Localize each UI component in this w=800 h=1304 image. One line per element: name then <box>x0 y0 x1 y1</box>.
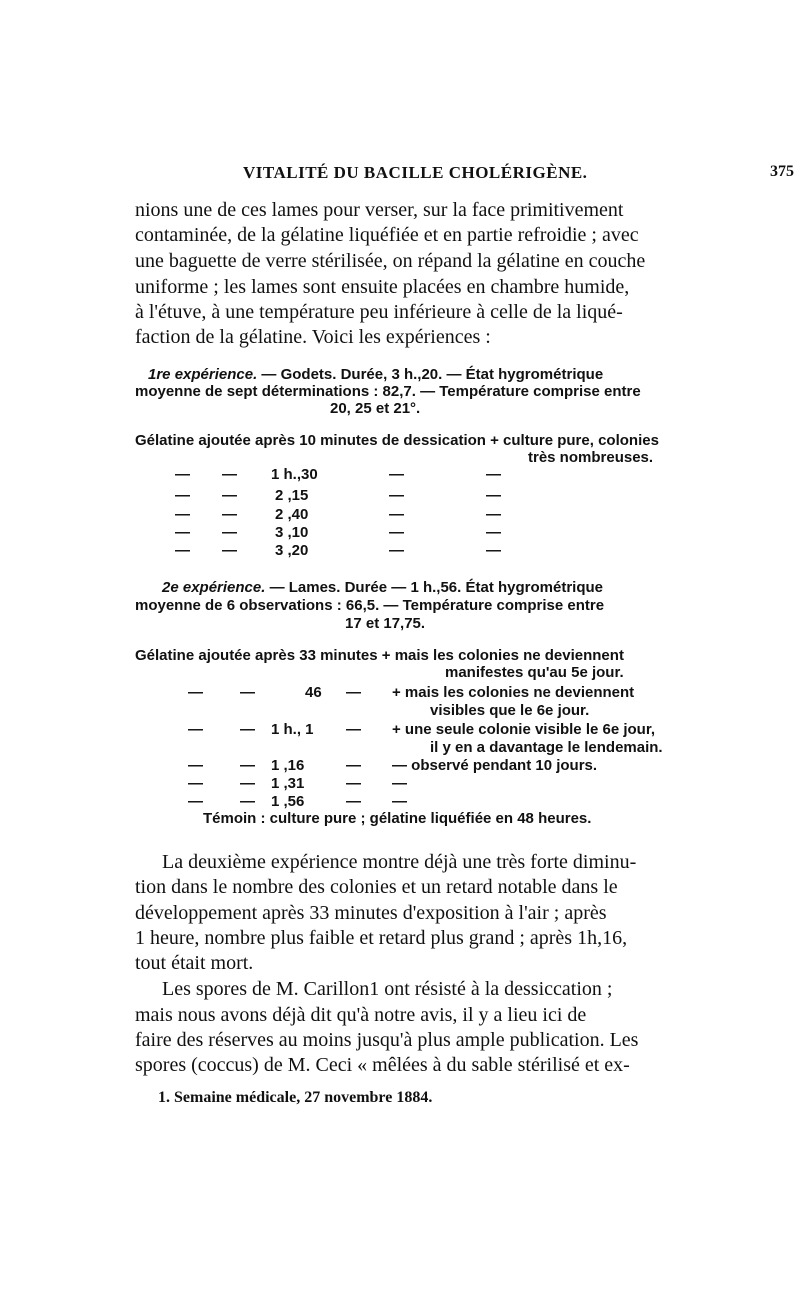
page-header <box>243 163 795 185</box>
cell: — <box>346 684 361 701</box>
cell: — <box>389 487 404 504</box>
cell: — <box>240 721 255 738</box>
cell: + une seule colonie visible le 6e jour, <box>392 721 656 738</box>
exp2-header <box>162 579 603 596</box>
text-line: contaminée, de la gélatine liquéfiée et en partie refroidie ; avec <box>135 224 639 246</box>
cell: — <box>486 542 501 559</box>
cell: 2 ,40 <box>275 506 309 523</box>
exp1-label: 1re expérience. <box>148 366 258 383</box>
cell: 1 ,31 <box>271 775 305 792</box>
exp2-gel-line: Gélatine ajoutée après 33 minutes + mais les colonies ne deviennent <box>135 647 624 664</box>
cell: 1 ,16 <box>271 757 305 774</box>
text-line: nions une de ces lames pour verser, sur la face primitivement <box>135 199 624 221</box>
cell: — <box>222 524 237 541</box>
cell: — <box>240 793 255 810</box>
temoin-line: Témoin : culture pure ; gélatine liquéfiée en 48 heures. <box>203 810 592 827</box>
text-line: tion dans le nombre des colonies et un retard notable dans le <box>135 876 618 898</box>
cell: — <box>222 542 237 559</box>
text-line: uniforme ; les lames sont ensuite placées en chambre humide, <box>135 276 630 298</box>
text-line: Les spores de M. Carillon1 ont résisté à la dessiccation ; <box>162 978 613 1000</box>
cell: — <box>240 757 255 774</box>
cell: — <box>175 466 190 483</box>
cell: — <box>175 542 190 559</box>
cell: — observé pendant 10 jours. <box>392 757 598 774</box>
cell: — <box>188 775 203 792</box>
text-line: développement après 33 minutes d'exposition à l'air ; après <box>135 902 607 924</box>
exp1-line1: — Godets. Durée, 3 h.,20. — État hygrométrique <box>257 366 604 383</box>
cell: 2 ,15 <box>275 487 309 504</box>
cell: — <box>346 793 361 810</box>
exp1-gel-line2: très nombreuses. <box>528 449 654 466</box>
cell: — <box>188 721 203 738</box>
cell: — <box>240 684 255 701</box>
text-line: faction de la gélatine. Voici les expériences : <box>135 326 491 348</box>
page-number: 375 <box>770 163 794 180</box>
exp2-gel-line2: manifestes qu'au 5e jour. <box>445 664 624 681</box>
cell: — <box>486 487 501 504</box>
cell: — <box>486 506 501 523</box>
cell: 1 ,56 <box>271 793 305 810</box>
cell: — <box>222 506 237 523</box>
exp2-line1: — Lames. Durée — 1 h.,56. État hygrométrique <box>265 579 604 596</box>
cell: il y en a davantage le lendemain. <box>430 739 663 756</box>
cell: — <box>346 775 361 792</box>
cell: 3 ,10 <box>275 524 309 541</box>
text-line: une baguette de verre stérilisée, on répand la gélatine en couche <box>135 250 646 272</box>
exp1-header <box>148 366 603 383</box>
text-line: faire des réserves au moins jusqu'à plus ample publication. Les <box>135 1029 639 1051</box>
cell: — <box>240 775 255 792</box>
cell: — <box>175 487 190 504</box>
cell: — <box>175 506 190 523</box>
cell: — <box>188 793 203 810</box>
cell: — <box>486 466 501 483</box>
cell: visibles que le 6e jour. <box>430 702 590 719</box>
cell: 3 ,20 <box>275 542 309 559</box>
exp2-line3: 17 et 17,75. <box>345 615 426 632</box>
cell: 1 h., 1 <box>271 721 314 738</box>
cell: 46 <box>305 684 322 701</box>
cell: + mais les colonies ne deviennent <box>392 684 635 701</box>
cell: — <box>392 793 407 810</box>
exp1-gel-line: Gélatine ajoutée après 10 minutes de dessication + culture pure, colonies <box>135 432 659 449</box>
cell: — <box>222 466 237 483</box>
cell: — <box>346 721 361 738</box>
exp1-line2: moyenne de sept déterminations : 82,7. — Température comprise entre <box>135 383 641 400</box>
exp1-line3: 20, 25 et 21°. <box>330 400 421 417</box>
text-line: spores (coccus) de M. Ceci « mêlées à du sable stérilisé et ex- <box>135 1054 630 1076</box>
cell: — <box>392 775 407 792</box>
text-line: La deuxième expérience montre déjà une très forte diminu- <box>162 851 637 873</box>
cell: — <box>346 757 361 774</box>
cell: — <box>389 524 404 541</box>
cell: — <box>389 506 404 523</box>
cell: — <box>188 684 203 701</box>
cell: — <box>389 542 404 559</box>
text-line: tout était mort. <box>135 952 254 974</box>
cell: — <box>222 487 237 504</box>
footnote: 1. Semaine médicale, 27 novembre 1884. <box>158 1089 433 1106</box>
running-title: VITALITÉ DU BACILLE CHOLÉRIGÈNE. <box>243 163 588 182</box>
cell: — <box>486 524 501 541</box>
cell: — <box>175 524 190 541</box>
exp2-line2: moyenne de 6 observations : 66,5. — Température comprise entre <box>135 597 605 614</box>
cell: 1 h.,30 <box>271 466 318 483</box>
cell: — <box>188 757 203 774</box>
cell: — <box>389 466 404 483</box>
text-line: à l'étuve, à une température peu inférieure à celle de la liqué- <box>135 301 623 323</box>
text-line: mais nous avons déjà dit qu'à notre avis, il y a lieu ici de <box>135 1004 587 1026</box>
exp2-label: 2e expérience. <box>162 579 266 596</box>
text-line: 1 heure, nombre plus faible et retard plus grand ; après 1h,16, <box>135 927 628 949</box>
